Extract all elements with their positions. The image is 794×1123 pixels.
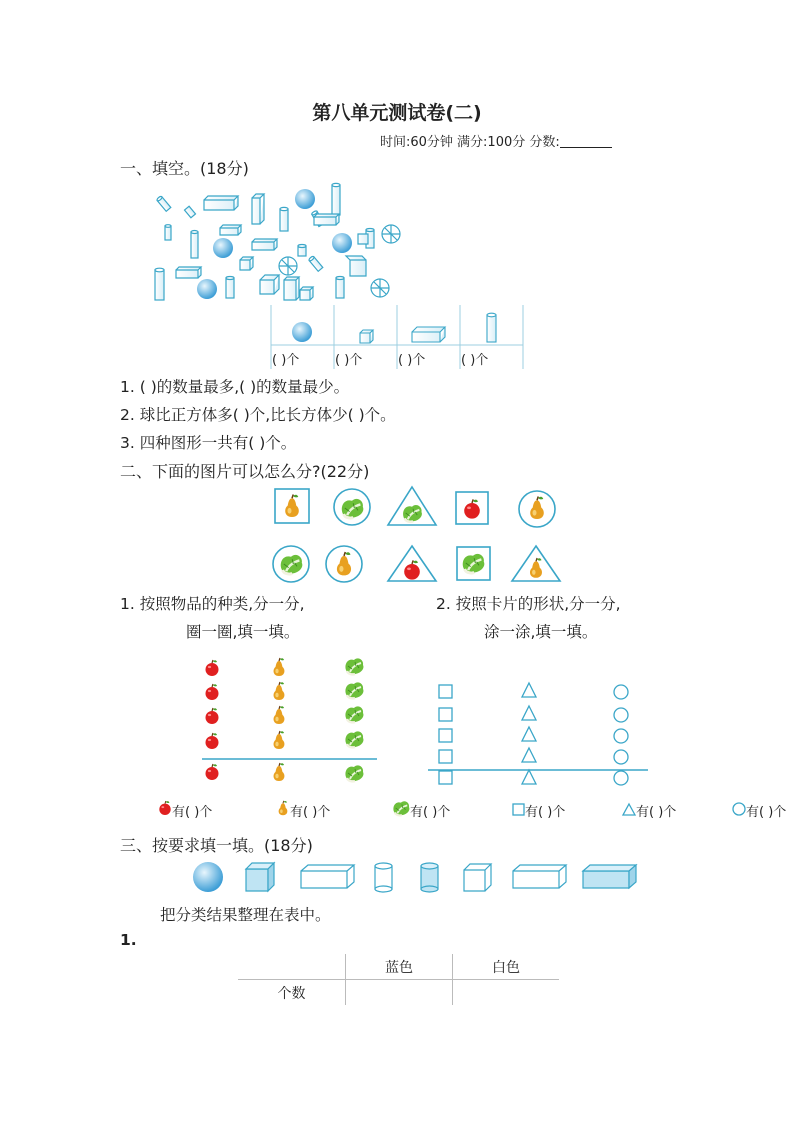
- section3-heading: 三、按要求填一填。(18分): [120, 836, 313, 855]
- cuboid-icon: [314, 214, 339, 225]
- shapes-scatter: [150, 182, 410, 307]
- square-answer[interactable]: 有( )个: [525, 805, 566, 820]
- cabbage-icon: [393, 801, 409, 815]
- cylinder-icon: [375, 863, 392, 892]
- exam-meta: 时间:60分钟 满分:100分 分数:: [380, 131, 612, 150]
- circle-icon: [614, 685, 628, 699]
- cuboid-icon: [204, 196, 238, 210]
- cylinder-icon: [487, 313, 496, 342]
- pear-icon: [274, 731, 285, 749]
- task-2-line2: 涂一涂,填一填。: [484, 623, 598, 641]
- cuboid-icon: [513, 865, 566, 888]
- patterned-ball-icon: [382, 225, 400, 243]
- cube-icon: [260, 275, 279, 294]
- section3-q1: 1.: [120, 931, 137, 949]
- cylinder-icon: [280, 207, 288, 231]
- cube-icon: [464, 864, 491, 891]
- cylinder-icon: [332, 183, 340, 215]
- table-cell-white-count[interactable]: [453, 980, 560, 1006]
- table-header-blue: 蓝色: [346, 954, 453, 980]
- cube-icon: [246, 863, 274, 891]
- table-header-empty: [238, 954, 346, 980]
- ball-icon: [193, 862, 223, 892]
- triangle-icon: [522, 706, 536, 720]
- cylinder-icon: [226, 277, 234, 299]
- triangle-icon: [522, 748, 536, 762]
- ball-icon: [213, 238, 233, 258]
- cuboid-icon: [252, 194, 264, 224]
- triangle-icon: [522, 727, 536, 741]
- cylinder-icon: [184, 206, 195, 218]
- square-icon: [439, 729, 452, 742]
- cuboid-icon: [284, 277, 299, 300]
- apple-icon: [206, 764, 219, 780]
- cabbage-answer[interactable]: 有( )个: [410, 805, 451, 820]
- square-icon: [513, 804, 524, 815]
- task-2-line1: 2. 按照卡片的形状,分一分,: [436, 595, 621, 613]
- cylinder-icon: [336, 277, 344, 299]
- apple-answer[interactable]: 有( )个: [172, 805, 213, 820]
- patterned-ball-icon: [279, 257, 297, 275]
- circle-icon: [614, 750, 628, 764]
- circle-icon: [614, 729, 628, 743]
- picture-cards: [268, 484, 568, 584]
- cylinder-icon: [165, 225, 171, 240]
- pear-icon: [274, 706, 285, 724]
- table-header-white: 白色: [453, 954, 560, 980]
- square-icon: [439, 771, 452, 784]
- cuboid-icon: [583, 865, 636, 888]
- question-1-3: 3. 四种图形一共有( )个。: [120, 434, 297, 452]
- cylinder-icon: [421, 863, 438, 892]
- ball-icon: [292, 322, 312, 342]
- count-label-cube: ( )个: [335, 353, 363, 368]
- apple-icon: [206, 660, 219, 676]
- cabbage-icon: [345, 765, 363, 781]
- task-1-line1: 1. 按照物品的种类,分一分,: [120, 595, 305, 613]
- section1-heading: 一、填空。(18分): [120, 159, 249, 178]
- cuboid-icon: [412, 327, 445, 342]
- page-title: 第八单元测试卷(二): [312, 102, 482, 124]
- shape-sort-area: [428, 678, 650, 790]
- cube-icon: [360, 330, 373, 343]
- patterned-ball-icon: [371, 279, 389, 297]
- cabbage-icon: [345, 731, 363, 747]
- cylinder-icon: [308, 256, 322, 272]
- cuboid-icon: [220, 225, 241, 235]
- cube-icon: [358, 234, 368, 244]
- ball-icon: [295, 189, 315, 209]
- cuboid-icon: [176, 267, 201, 278]
- cuboid-icon: [252, 239, 277, 250]
- cuboid-icon: [301, 865, 354, 888]
- triangle-icon: [522, 770, 536, 784]
- solid-shapes-row: [190, 858, 640, 896]
- color-count-table: [238, 954, 559, 1005]
- cabbage-icon: [345, 706, 363, 722]
- ball-icon: [197, 279, 217, 299]
- table-row-label: 个数: [238, 980, 346, 1006]
- count-label-cylinder: ( )个: [461, 353, 489, 368]
- cuboid-icon: [346, 256, 366, 276]
- cylinder-icon: [191, 231, 198, 259]
- triangle-icon: [522, 683, 536, 697]
- pear-icon: [274, 682, 285, 700]
- square-icon: [439, 750, 452, 763]
- answer-row: [158, 800, 794, 820]
- circle-icon: [733, 803, 745, 815]
- square-icon: [439, 685, 452, 698]
- count-label-ball: ( )个: [272, 353, 300, 368]
- cabbage-icon: [345, 682, 363, 698]
- pear-icon: [279, 801, 288, 815]
- section3-instruction: 把分类结果整理在表中。: [160, 906, 331, 924]
- section2-heading: 二、下面的图片可以怎么分?(22分): [120, 462, 370, 481]
- apple-icon: [206, 684, 219, 700]
- apple-icon: [206, 733, 219, 749]
- question-1-2: 2. 球比正方体多( )个,比长方体少( )个。: [120, 406, 396, 424]
- cube-icon: [300, 287, 313, 300]
- cube-icon: [240, 257, 253, 270]
- cylinder-icon: [156, 196, 170, 212]
- pear-icon: [274, 658, 285, 676]
- cylinder-icon: [298, 245, 306, 257]
- question-1-1: 1. ( )的数量最多,( )的数量最少。: [120, 378, 350, 396]
- circle-icon: [614, 708, 628, 722]
- circle-answer[interactable]: 有( )个: [746, 805, 787, 820]
- table-cell-blue-count[interactable]: [346, 980, 453, 1006]
- apple-icon: [206, 708, 219, 724]
- circle-icon: [614, 771, 628, 785]
- cylinder-icon: [155, 268, 164, 300]
- fruit-sort-area: [195, 652, 385, 792]
- triangle-answer[interactable]: 有( )个: [636, 805, 677, 820]
- cabbage-icon: [345, 658, 363, 674]
- pear-icon: [274, 763, 285, 781]
- count-label-cuboid: ( )个: [398, 353, 426, 368]
- score-blank[interactable]: [560, 135, 612, 148]
- pear-answer[interactable]: 有( )个: [290, 805, 331, 820]
- ball-icon: [332, 233, 352, 253]
- task-1-line2: 圈一圈,填一填。: [186, 623, 300, 641]
- square-icon: [439, 708, 452, 721]
- triangle-icon: [623, 804, 635, 815]
- apple-icon: [159, 801, 170, 815]
